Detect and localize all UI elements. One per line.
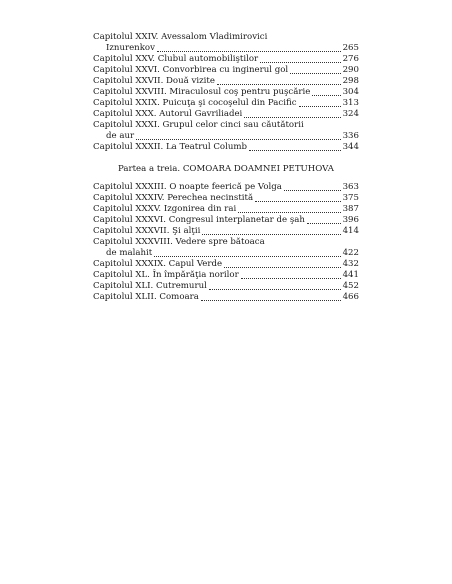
toc-page: [93, 32, 359, 303]
toc-entry-title: Capitolul XXXI. Grupul celor cinci sau căutătorii: [93, 120, 304, 130]
toc-leader-dots: [260, 54, 340, 65]
toc-entry: [93, 215, 359, 226]
toc-entry-page: 298: [342, 76, 359, 86]
toc-entry-title: Capitolul XXXV. Izgonirea din rai: [93, 204, 237, 214]
toc-entry-title: Capitolul XXXIII. O noapte feerică pe Volga: [93, 182, 282, 192]
toc-entry-page: 387: [342, 204, 359, 214]
toc-entry-page: 304: [342, 87, 359, 97]
toc-entry: [93, 270, 359, 281]
toc-entry-title: Capitolul XXVI. Convorbirea cu inginerul gol: [93, 65, 289, 75]
toc-entry-title: Capitolul XXIV. Avessalom Vladimirovici: [93, 32, 268, 42]
toc-leader-dots: [238, 204, 340, 215]
toc-entry-page: 432: [342, 259, 359, 269]
toc-entry-title: Capitolul XXXII. La Teatrul Columb: [93, 142, 248, 152]
toc-entry: [93, 292, 359, 303]
toc-entry-title: Capitolul XXIX. Puicuţa şi cocoşelul din Pacific: [93, 98, 297, 108]
toc-entry: [93, 120, 359, 142]
toc-entry-page: 414: [342, 226, 359, 236]
toc-entry-continuation: de aur: [106, 131, 135, 141]
toc-entry: [93, 87, 359, 98]
toc-entry: [93, 32, 359, 54]
toc-entry: [93, 259, 359, 270]
toc-entry: [93, 76, 359, 87]
toc-entry-page: 396: [342, 215, 359, 225]
toc-entry: [93, 226, 359, 237]
toc-leader-dots: [202, 226, 340, 237]
toc-entry-page: 290: [342, 65, 359, 75]
toc-entry-title: Capitolul XXVII. Două vizite: [93, 76, 215, 86]
toc-entry-title: Capitolul XXXVI. Congresul interplanetar de şah: [93, 215, 305, 225]
toc-entry-page: 276: [342, 54, 359, 64]
toc-leader-dots: [244, 109, 340, 120]
toc-entry: [93, 109, 359, 120]
toc-leader-dots: [157, 43, 341, 54]
toc-entry-title: Capitolul XXXIX. Capul Verde: [93, 259, 223, 269]
toc-entry: [93, 98, 359, 109]
toc-entry-title: Capitolul XXXVII. Şi alţii: [93, 226, 201, 236]
toc-entry-page: 466: [342, 292, 359, 302]
toc-entry-page: 313: [342, 98, 359, 108]
toc-entry-title: Capitolul XXVIII. Miraculosul coş pentru puşcărie: [93, 87, 311, 97]
toc-leader-dots: [241, 270, 341, 281]
toc-leader-dots: [284, 182, 341, 193]
toc-entry: [93, 204, 359, 215]
toc-leader-dots: [290, 65, 340, 76]
toc-leader-dots: [255, 193, 340, 204]
toc-entry-page: 324: [342, 109, 359, 119]
toc-entry-title: Capitolul XXXVIII. Vedere spre bătoaca: [93, 237, 265, 247]
toc-entry: [93, 237, 359, 259]
toc-leader-dots: [201, 292, 341, 303]
toc-entry-page: 363: [342, 182, 359, 192]
toc-entry-page: 422: [342, 248, 359, 258]
toc-entry-page: 375: [342, 193, 359, 203]
toc-entry-page: 452: [342, 281, 359, 291]
toc-entry-title: Capitolul XXX. Autorul Gavriliadei: [93, 109, 243, 119]
toc-entry-title: Capitolul XLI. Cutremurul: [93, 281, 207, 291]
toc-leader-dots: [307, 215, 341, 226]
toc-leader-dots: [224, 259, 341, 270]
toc-leader-dots: [312, 87, 340, 98]
toc-entry-page: 441: [342, 270, 359, 280]
toc-entry: [93, 182, 359, 193]
toc-leader-dots: [209, 281, 341, 292]
toc-list-part2: [93, 32, 359, 153]
toc-list-part3: [93, 182, 359, 303]
toc-entry: [93, 54, 359, 65]
toc-entry-title: Capitolul XXXIV. Perechea necinstită: [93, 193, 254, 203]
toc-entry-page: 344: [342, 142, 359, 152]
toc-leader-dots: [136, 131, 341, 142]
toc-entry-continuation: de malahit: [106, 248, 153, 258]
part-heading: Partea a treia. COMOARA DOAMNEI PETUHOVA: [117, 164, 335, 174]
toc-entry: [93, 142, 359, 153]
toc-entry-page: 336: [342, 131, 359, 141]
toc-entry-page: 265: [342, 43, 359, 53]
toc-leader-dots: [154, 248, 340, 259]
toc-entry: [93, 65, 359, 76]
toc-entry-title: Capitolul XXV. Clubul automobiliştilor: [93, 54, 259, 64]
toc-leader-dots: [299, 98, 341, 109]
toc-entry: [93, 193, 359, 204]
toc-entry-title: Capitolul XLII. Comoara: [93, 292, 199, 302]
toc-leader-dots: [249, 142, 341, 153]
toc-entry: [93, 281, 359, 292]
toc-entry-title: Capitolul XL. În împărăţia norilor: [93, 270, 239, 280]
toc-entry-continuation: Iznurenkov: [106, 43, 155, 53]
toc-leader-dots: [217, 76, 341, 87]
